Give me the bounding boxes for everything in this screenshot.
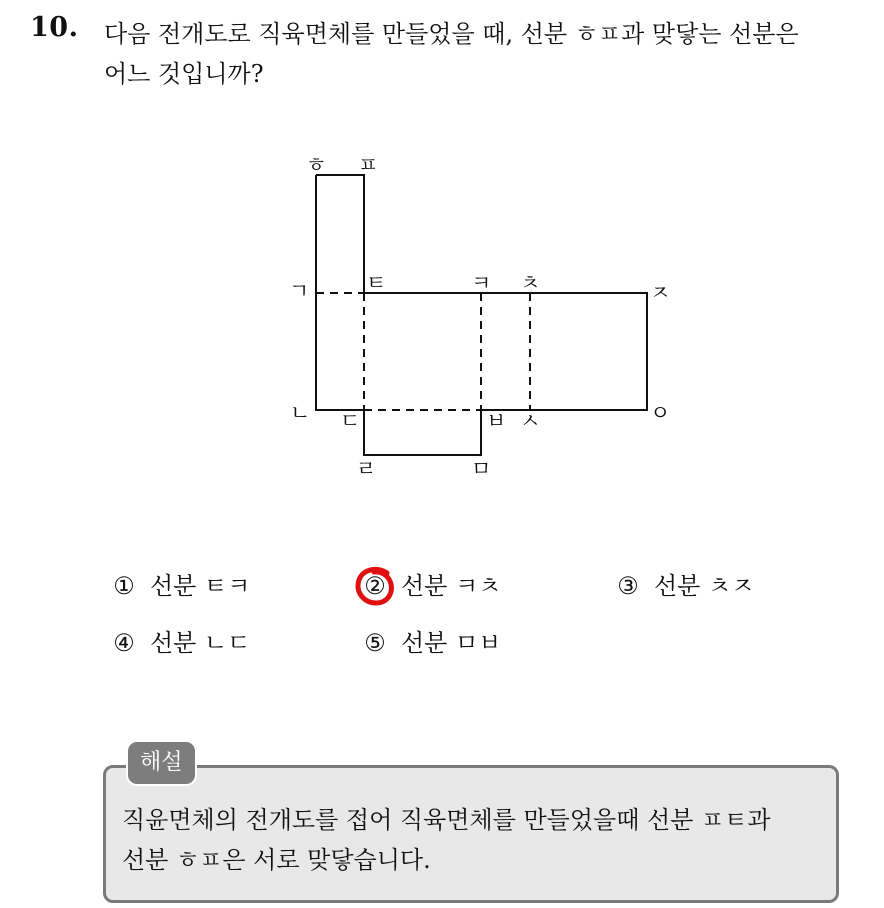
label-nieun: ㄴ bbox=[290, 401, 311, 425]
label-siot: ㅅ bbox=[520, 409, 541, 433]
question-number: 10. bbox=[30, 12, 79, 43]
choice-2-text: 선분 ㅋㅊ bbox=[401, 572, 502, 600]
label-tieut: ㅌ bbox=[366, 271, 387, 295]
label-bieup: ㅂ bbox=[486, 409, 507, 433]
label-hieut: ㅎ bbox=[306, 153, 327, 177]
choice-3[interactable] bbox=[614, 571, 754, 601]
answer-circle-mark-icon bbox=[354, 565, 396, 607]
choice-5-text: 선분 ㅁㅂ bbox=[401, 629, 502, 657]
label-kieuk: ㅋ bbox=[471, 271, 492, 295]
choice-5[interactable] bbox=[361, 628, 501, 658]
explanation-text bbox=[122, 800, 834, 880]
label-rieul: ㄹ bbox=[356, 457, 377, 481]
question-line-2: 어느 것입니까? bbox=[104, 60, 264, 88]
explanation-tab: 해설 bbox=[128, 742, 195, 784]
choice-4[interactable] bbox=[110, 628, 250, 658]
choice-4-text: 선분 ㄴㄷ bbox=[150, 629, 251, 657]
label-pieup: ㅍ bbox=[358, 153, 379, 177]
label-giyeok: ㄱ bbox=[289, 279, 310, 303]
label-chieut: ㅊ bbox=[520, 271, 541, 295]
label-mieum: ㅁ bbox=[471, 457, 492, 481]
question-line-1: 다음 전개도로 직육면체를 만들었을 때, 선분 ㅎㅍ과 맞닿는 선분은 bbox=[104, 20, 799, 48]
label-jieut: ㅈ bbox=[650, 281, 671, 305]
explanation-line-1: 직윤면체의 전개도를 접어 직육면체를 만들었을때 선분 ㅍㅌ과 bbox=[122, 806, 771, 834]
choice-5-number: ⑤ bbox=[364, 629, 386, 657]
choice-1-text: 선분 ㅌㅋ bbox=[150, 572, 251, 600]
choice-3-text: 선분 ㅊㅈ bbox=[654, 572, 755, 600]
choice-1-number: ① bbox=[113, 572, 135, 600]
choice-1[interactable] bbox=[110, 571, 250, 601]
net-fold-lines bbox=[316, 293, 530, 410]
label-digeut: ㄷ bbox=[340, 409, 361, 433]
choice-4-number: ④ bbox=[113, 629, 135, 657]
choice-3-number: ③ bbox=[617, 572, 639, 600]
label-ieung: ㅇ bbox=[650, 401, 671, 425]
explanation-line-2: 선분 ㅎㅍ은 서로 맞닿습니다. bbox=[122, 846, 431, 874]
choice-2-number: ② bbox=[364, 572, 386, 600]
